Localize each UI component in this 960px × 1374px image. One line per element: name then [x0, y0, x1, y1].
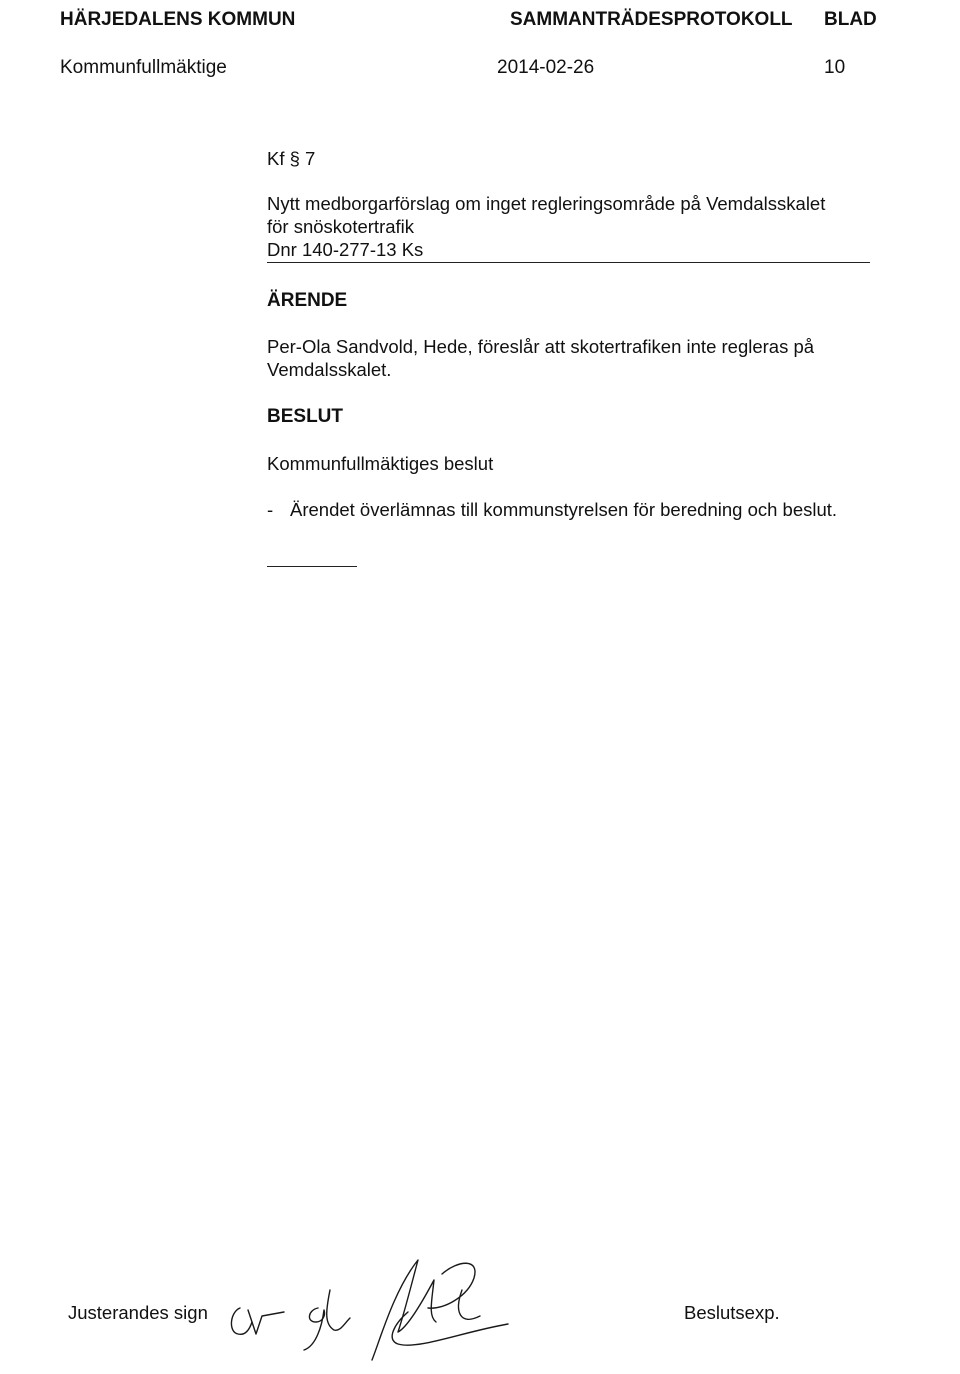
municipality-name: HÄRJEDALENS KOMMUN: [60, 9, 296, 30]
title-line-1: Nytt medborgarförslag om inget regleringsområde på Vemdalsskalet: [267, 193, 826, 214]
document-type: SAMMANTRÄDESPROTOKOLL: [510, 9, 793, 30]
arende-text: Per-Ola Sandvold, Hede, föreslår att skotertrafiken inte regleras på Vemdalsskalet.: [267, 336, 815, 380]
item-number: Kf § 7: [267, 148, 316, 169]
signatures: [222, 1250, 522, 1365]
beslut-subheading: Kommunfullmäktiges beslut: [267, 453, 494, 474]
dnr: Dnr 140-277-13 Ks: [267, 239, 424, 260]
signature-2a: [304, 1308, 325, 1350]
signature-3d: [459, 1290, 480, 1319]
signature-3c: [428, 1263, 475, 1308]
beslutsexp-label: Beslutsexp.: [684, 1302, 780, 1323]
signature-2b: [327, 1290, 350, 1330]
item-title: [267, 192, 877, 261]
decision-text: Ärendet överlämnas till kommunstyrelsen för beredning och beslut.: [290, 499, 838, 520]
beslut-heading: BESLUT: [267, 406, 343, 427]
page-label: BLAD: [824, 9, 877, 30]
meeting-date: 2014-02-26: [497, 57, 595, 78]
body-name: Kommunfullmäktige: [60, 57, 227, 78]
page-number: 10: [824, 57, 846, 78]
decision-dash: -: [267, 499, 274, 520]
signature-3b: [392, 1312, 508, 1345]
arende-heading: ÄRENDE: [267, 290, 348, 311]
title-divider: [267, 262, 870, 263]
title-line-2: för snöskotertrafik: [267, 216, 415, 237]
signature-1b: [248, 1310, 284, 1334]
signature-drawing: [222, 1250, 522, 1365]
justerandes-sign-label: Justerandes sign: [68, 1302, 208, 1323]
end-divider: [267, 566, 357, 567]
